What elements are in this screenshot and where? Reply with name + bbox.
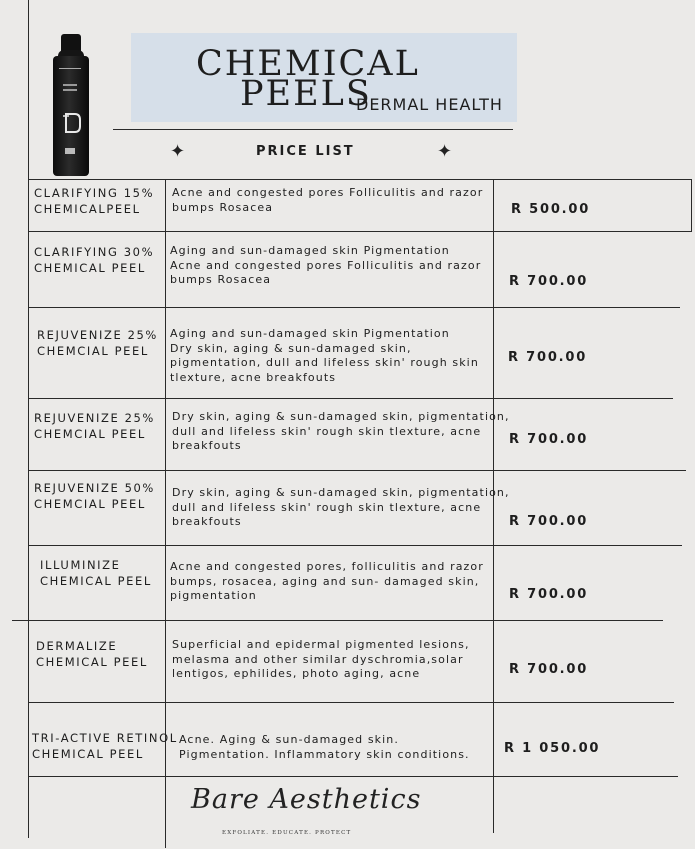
table-row-3-description: Aging and sun-damaged skin Pigmentation Dry skin, aging & sun-damaged skin, pigmentation, dull and lifeless skin' rough skin tlexture, acne breakfouts xyxy=(170,327,479,384)
table-right-border xyxy=(691,180,692,231)
table-row-6-description: Acne and congested pores, folliculitis and razor bumps, rosacea, aging and sun- damaged skin, pigmentation xyxy=(170,560,484,602)
table-row-7-price: R 700.00 xyxy=(509,662,589,677)
table-row-8-price: R 1 050.00 xyxy=(504,741,601,756)
table-row-6-price: R 700.00 xyxy=(509,587,589,602)
table-row-1-price: R 500.00 xyxy=(511,202,591,217)
table-row-7-description: Superficial and epidermal pigmented lesions, melasma and other similar dyschromia,solar lentigos, ephilides, photo aging, acne xyxy=(172,638,470,680)
table-row-6-name: ILLUMINIZE CHEMICAL PEEL xyxy=(40,558,152,588)
table-row-3-price: R 700.00 xyxy=(508,350,588,365)
page-title-line2: PEELS xyxy=(240,74,372,114)
table-row-2-name: CLARIFYING 30% CHEMICAL PEEL xyxy=(34,245,155,275)
table-row-2-price: R 700.00 xyxy=(509,274,589,289)
product-bottle-image xyxy=(53,34,89,176)
table-row-2-description: Aging and sun-damaged skin Pigmentation Acne and congested pores Folliculitis and razor bumps Rosacea xyxy=(170,244,482,286)
table-row-4-price: R 700.00 xyxy=(509,432,589,447)
title-divider xyxy=(113,129,513,130)
table-row-8-description: Acne. Aging & sun-damaged skin. Pigmentation. Inflammatory skin conditions. xyxy=(179,733,470,761)
sparkle-icon-right: ✦ xyxy=(437,141,453,162)
price-list-heading: PRICE LIST xyxy=(256,144,355,159)
row-border-8 xyxy=(28,776,678,777)
row-border-1 xyxy=(28,231,692,232)
page-title-line1: CHEMICAL xyxy=(196,44,420,84)
bottle-logo-icon xyxy=(60,112,82,134)
row-border-4 xyxy=(28,470,686,471)
brand-logo-text: Bare Aesthetics xyxy=(191,784,422,815)
row-border-3 xyxy=(28,398,673,399)
row-border-5 xyxy=(28,545,682,546)
sparkle-icon-left: ✦ xyxy=(170,141,186,162)
row-border-0 xyxy=(28,179,692,180)
table-row-5-price: R 700.00 xyxy=(509,514,589,529)
table-row-3-name: REJUVENIZE 25% CHEMCIAL PEEL xyxy=(37,328,158,358)
table-row-5-description: Dry skin, aging & sun-damaged skin, pigmentation, dull and lifeless skin' rough skin tlexture, acne breakfouts xyxy=(172,486,510,528)
table-row-5-name: REJUVENIZE 50% CHEMCIAL PEEL xyxy=(34,481,155,511)
table-row-1-description: Acne and congested pores Folliculitis and razor bumps Rosacea xyxy=(172,186,484,214)
row-border-6 xyxy=(12,620,663,621)
table-row-8-name: TRI-ACTIVE RETINOL CHEMICAL PEEL xyxy=(32,731,178,761)
table-row-4-description: Dry skin, aging & sun-damaged skin, pigmentation, dull and lifeless skin' rough skin tlexture, acne breakfouts xyxy=(172,410,510,452)
table-row-4-name: REJUVENIZE 25% CHEMCIAL PEEL xyxy=(34,411,155,441)
page-subtitle: DERMAL HEALTH xyxy=(356,95,503,114)
row-border-7 xyxy=(28,702,674,703)
table-left-border xyxy=(28,0,29,838)
brand-tagline: EXFOLIATE. EDUCATE. PROTECT xyxy=(222,830,352,836)
row-border-2 xyxy=(28,307,680,308)
table-row-1-name: CLARIFYING 15% CHEMICALPEEL xyxy=(34,186,155,216)
table-row-7-name: DERMALIZE CHEMICAL PEEL xyxy=(36,639,148,669)
